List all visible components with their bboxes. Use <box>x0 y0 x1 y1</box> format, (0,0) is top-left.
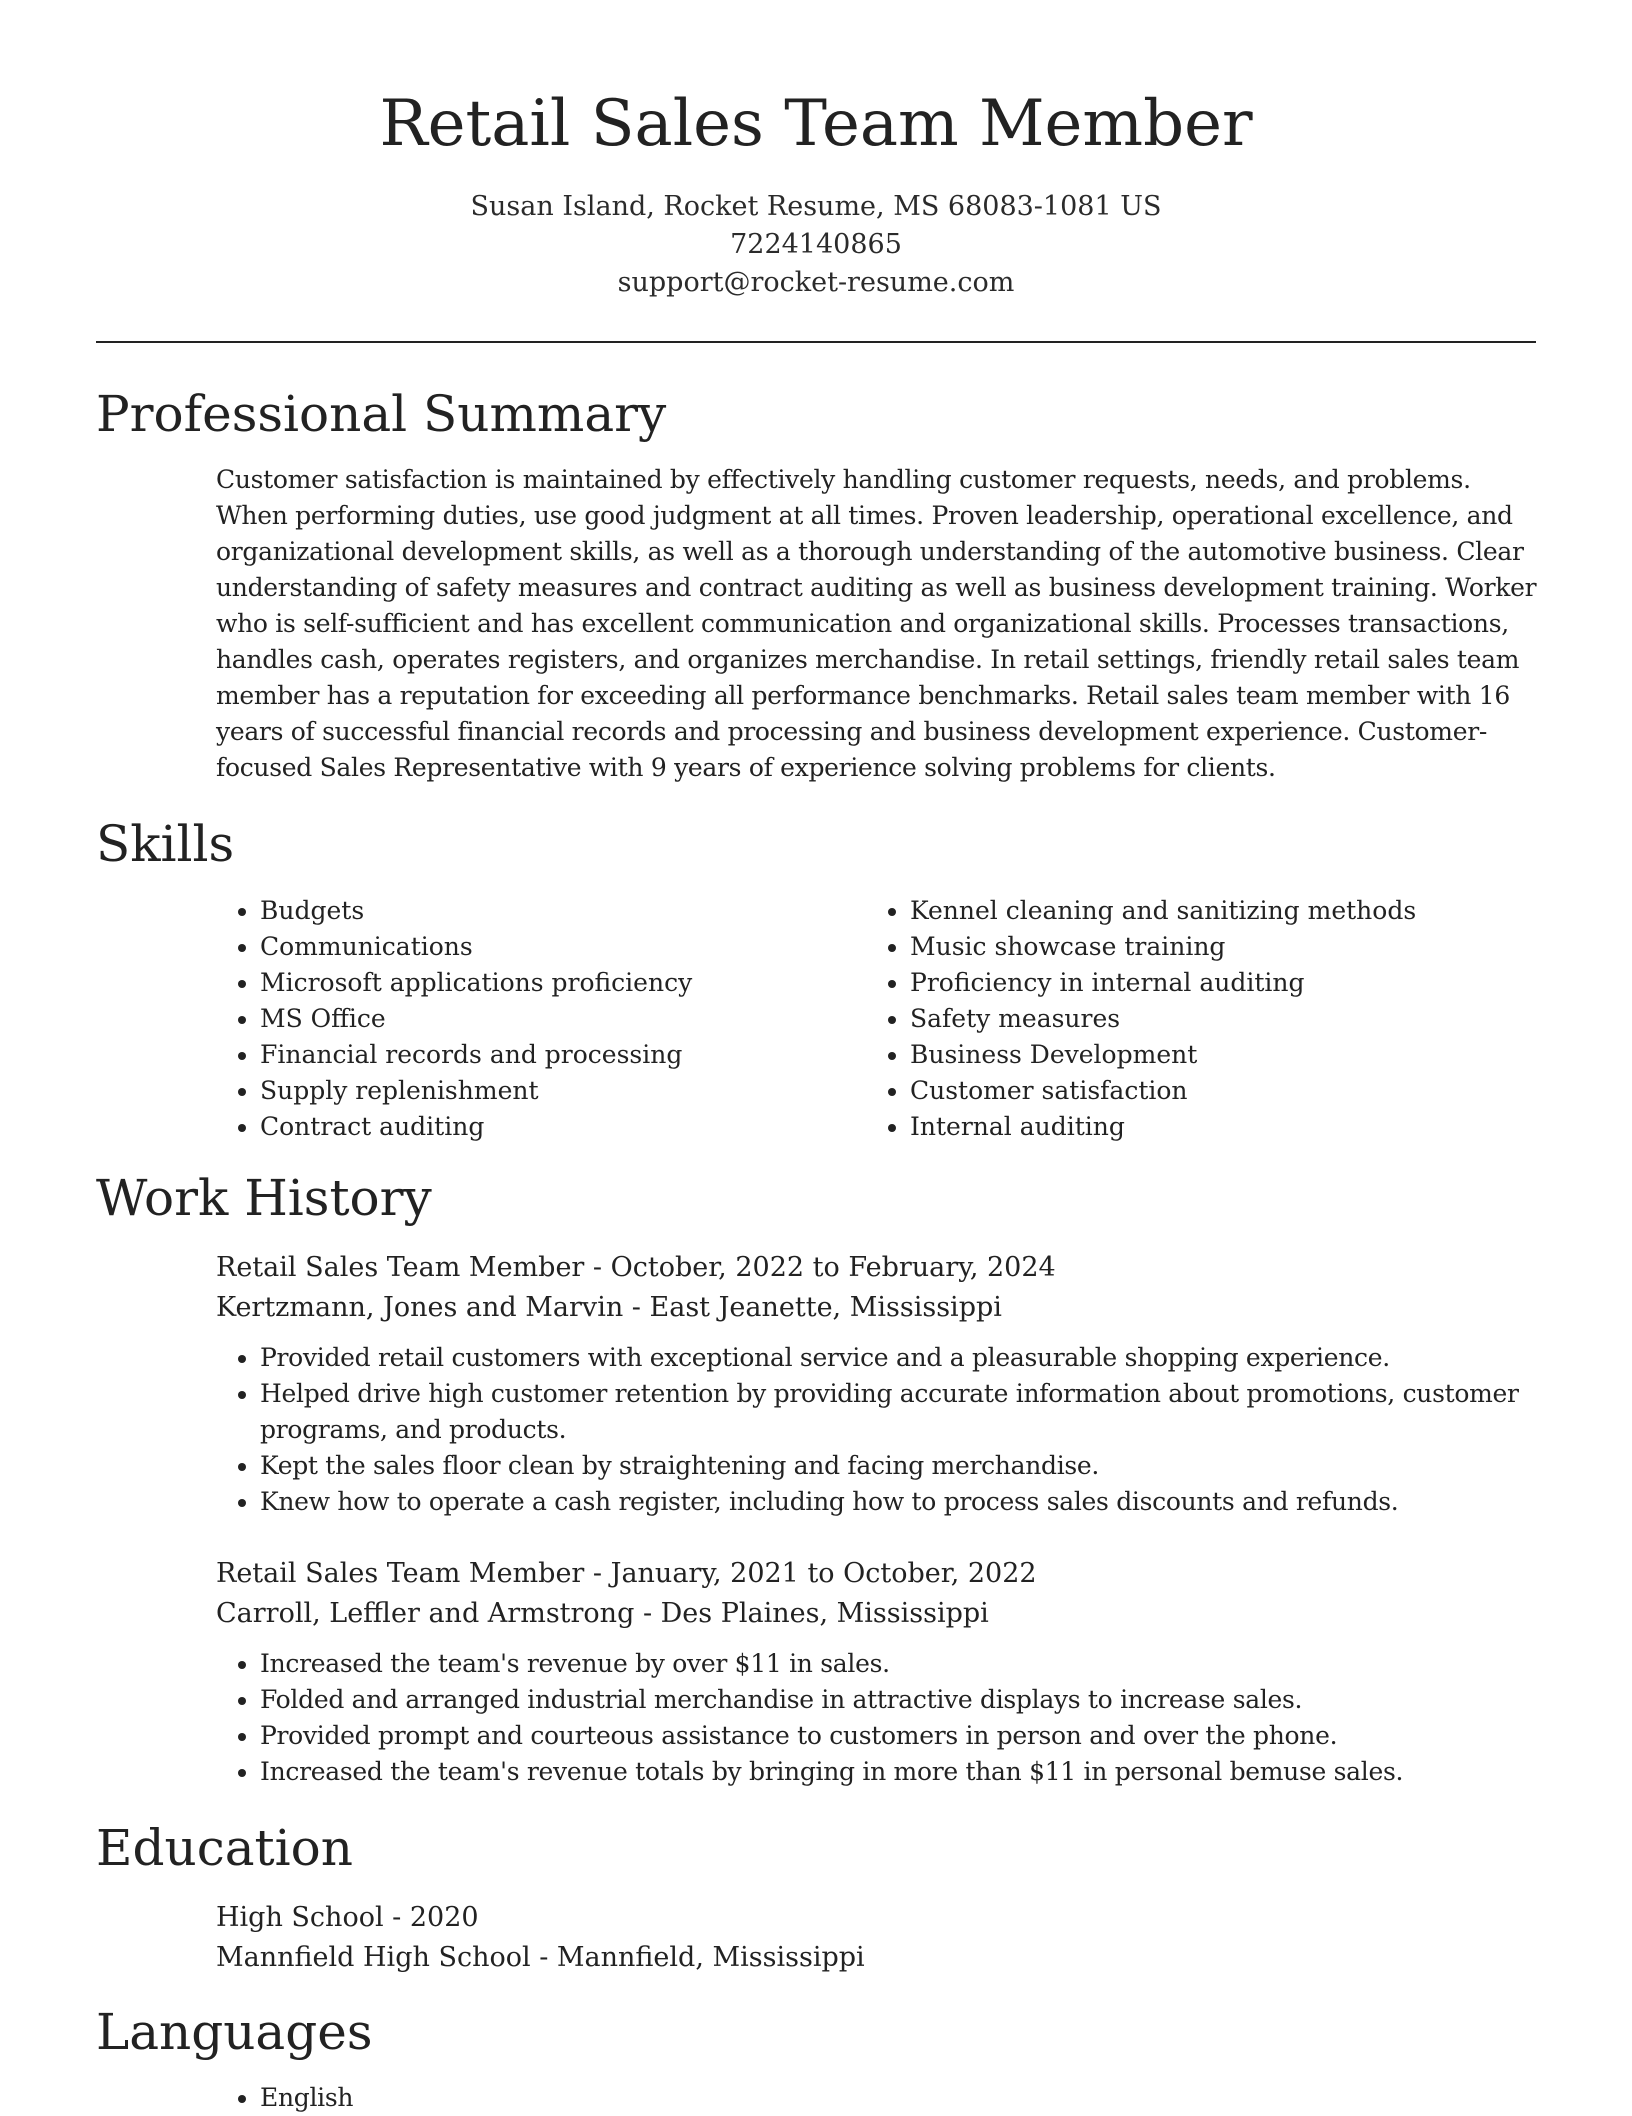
section-title-education: Education <box>96 1819 353 1877</box>
contact-info <box>96 188 1536 302</box>
education-degree: High School <box>216 1902 384 1933</box>
job-company-line <box>216 1594 1541 1634</box>
education-location: - Mannfield, Mississippi <box>530 1942 865 1973</box>
skill-item: • Music showcase training <box>910 929 1416 965</box>
skill-item: • Kennel cleaning and sanitizing methods <box>910 893 1416 929</box>
header-divider <box>96 341 1536 343</box>
skill-item: • Microsoft applications proficiency <box>260 965 692 1001</box>
skill-item: • Contract auditing <box>260 1109 692 1145</box>
job-entry <box>216 1248 1541 1520</box>
job-bullet: • Knew how to operate a cash register, including how to process sales discounts and refunds. <box>260 1484 1541 1520</box>
skills-block <box>216 893 1541 1153</box>
section-title-languages: Languages <box>96 2003 373 2061</box>
skill-item: • Budgets <box>260 893 692 929</box>
job-company: Kertzmann, Jones and Marvin <box>216 1292 624 1323</box>
summary-text: Customer satisfaction is maintained by effectively handling customer requests, needs, and problems. When performing duties, use good judgment at all times. Proven leadership, operational excellence, and organizational development skills, as well as a thorough understanding of the automotive business. Clear understanding of safety measures and contract auditing as well as business development training. Worker who is self-sufficient and has excellent communication and organizational skills. Processes transactions, handles cash, operates registers, and organizes merchandise. In retail settings, friendly retail sales team member has a reputation for exceeding all performance benchmarks. Retail sales team member with 16 years of successful financial records and processing and business development experience. Customer-focused Sales Representative with 9 years of experience solving problems for clients. <box>216 465 1537 782</box>
job-company: Carroll, Leffler and Armstrong <box>216 1598 635 1629</box>
skill-item: • Internal auditing <box>910 1109 1416 1145</box>
job-role-line <box>216 1248 1541 1288</box>
languages-block <box>216 2080 1541 2116</box>
education-year: - 2020 <box>383 1902 479 1933</box>
resume-header <box>96 84 1536 302</box>
education-school: Mannfield High School <box>216 1942 531 1973</box>
education-degree-line <box>216 1898 1541 1938</box>
job-location: - Des Plaines, Mississippi <box>634 1598 989 1629</box>
job-company-line <box>216 1288 1541 1328</box>
languages-list <box>216 2080 1541 2116</box>
email: support@rocket-resume.com <box>617 267 1015 298</box>
job-bullet: • Provided prompt and courteous assistance to customers in person and over the phone. <box>260 1718 1541 1754</box>
job-dates: - October, 2022 to February, 2024 <box>584 1252 1056 1283</box>
phone: 7224140865 <box>730 229 902 260</box>
language-item: • English <box>260 2080 1541 2116</box>
job-bullet: • Kept the sales floor clean by straightening and facing merchandise. <box>260 1448 1541 1484</box>
job-bullets <box>216 1646 1541 1790</box>
job-bullet: • Folded and arranged industrial merchandise in attractive displays to increase sales. <box>260 1682 1541 1718</box>
address: Susan Island, Rocket Resume, MS 68083-1081 US <box>470 191 1162 222</box>
summary-block <box>216 462 1541 786</box>
skill-item: • Financial records and processing <box>260 1037 692 1073</box>
job-bullet: • Provided retail customers with exceptional service and a pleasurable shopping experience. <box>260 1340 1541 1376</box>
skill-item: • Communications <box>260 929 692 965</box>
job-dates: - January, 2021 to October, 2022 <box>584 1558 1037 1589</box>
job-bullet: • Increased the team's revenue by over $11 in sales. <box>260 1646 1541 1682</box>
skill-item: • Business Development <box>910 1037 1416 1073</box>
job-bullets <box>216 1340 1541 1520</box>
skill-item: • MS Office <box>260 1001 692 1037</box>
job-role: Retail Sales Team Member <box>216 1558 585 1589</box>
job-bullet: • Helped drive high customer retention by providing accurate information about promotions, customer programs, and products. <box>260 1376 1541 1448</box>
section-title-skills: Skills <box>96 815 235 873</box>
job-bullet: • Increased the team's revenue totals by bringing in more than $11 in personal bemuse sales. <box>260 1754 1541 1790</box>
section-title-work-history: Work History <box>96 1169 432 1227</box>
skill-item: • Safety measures <box>910 1001 1416 1037</box>
skills-list-left <box>216 893 692 1145</box>
skills-list-right <box>866 893 1416 1145</box>
education-school-line <box>216 1938 1541 1978</box>
skill-item: • Proficiency in internal auditing <box>910 965 1416 1001</box>
job-location: - East Jeanette, Mississippi <box>623 1292 1002 1323</box>
skill-item: • Supply replenishment <box>260 1073 692 1109</box>
skill-item: • Customer satisfaction <box>910 1073 1416 1109</box>
job-role: Retail Sales Team Member <box>216 1252 585 1283</box>
job-role-line <box>216 1554 1541 1594</box>
job-entry <box>216 1554 1541 1790</box>
candidate-name: Retail Sales Team Member <box>379 87 1253 161</box>
section-title-summary: Professional Summary <box>96 385 667 443</box>
education-entry <box>216 1898 1541 1978</box>
